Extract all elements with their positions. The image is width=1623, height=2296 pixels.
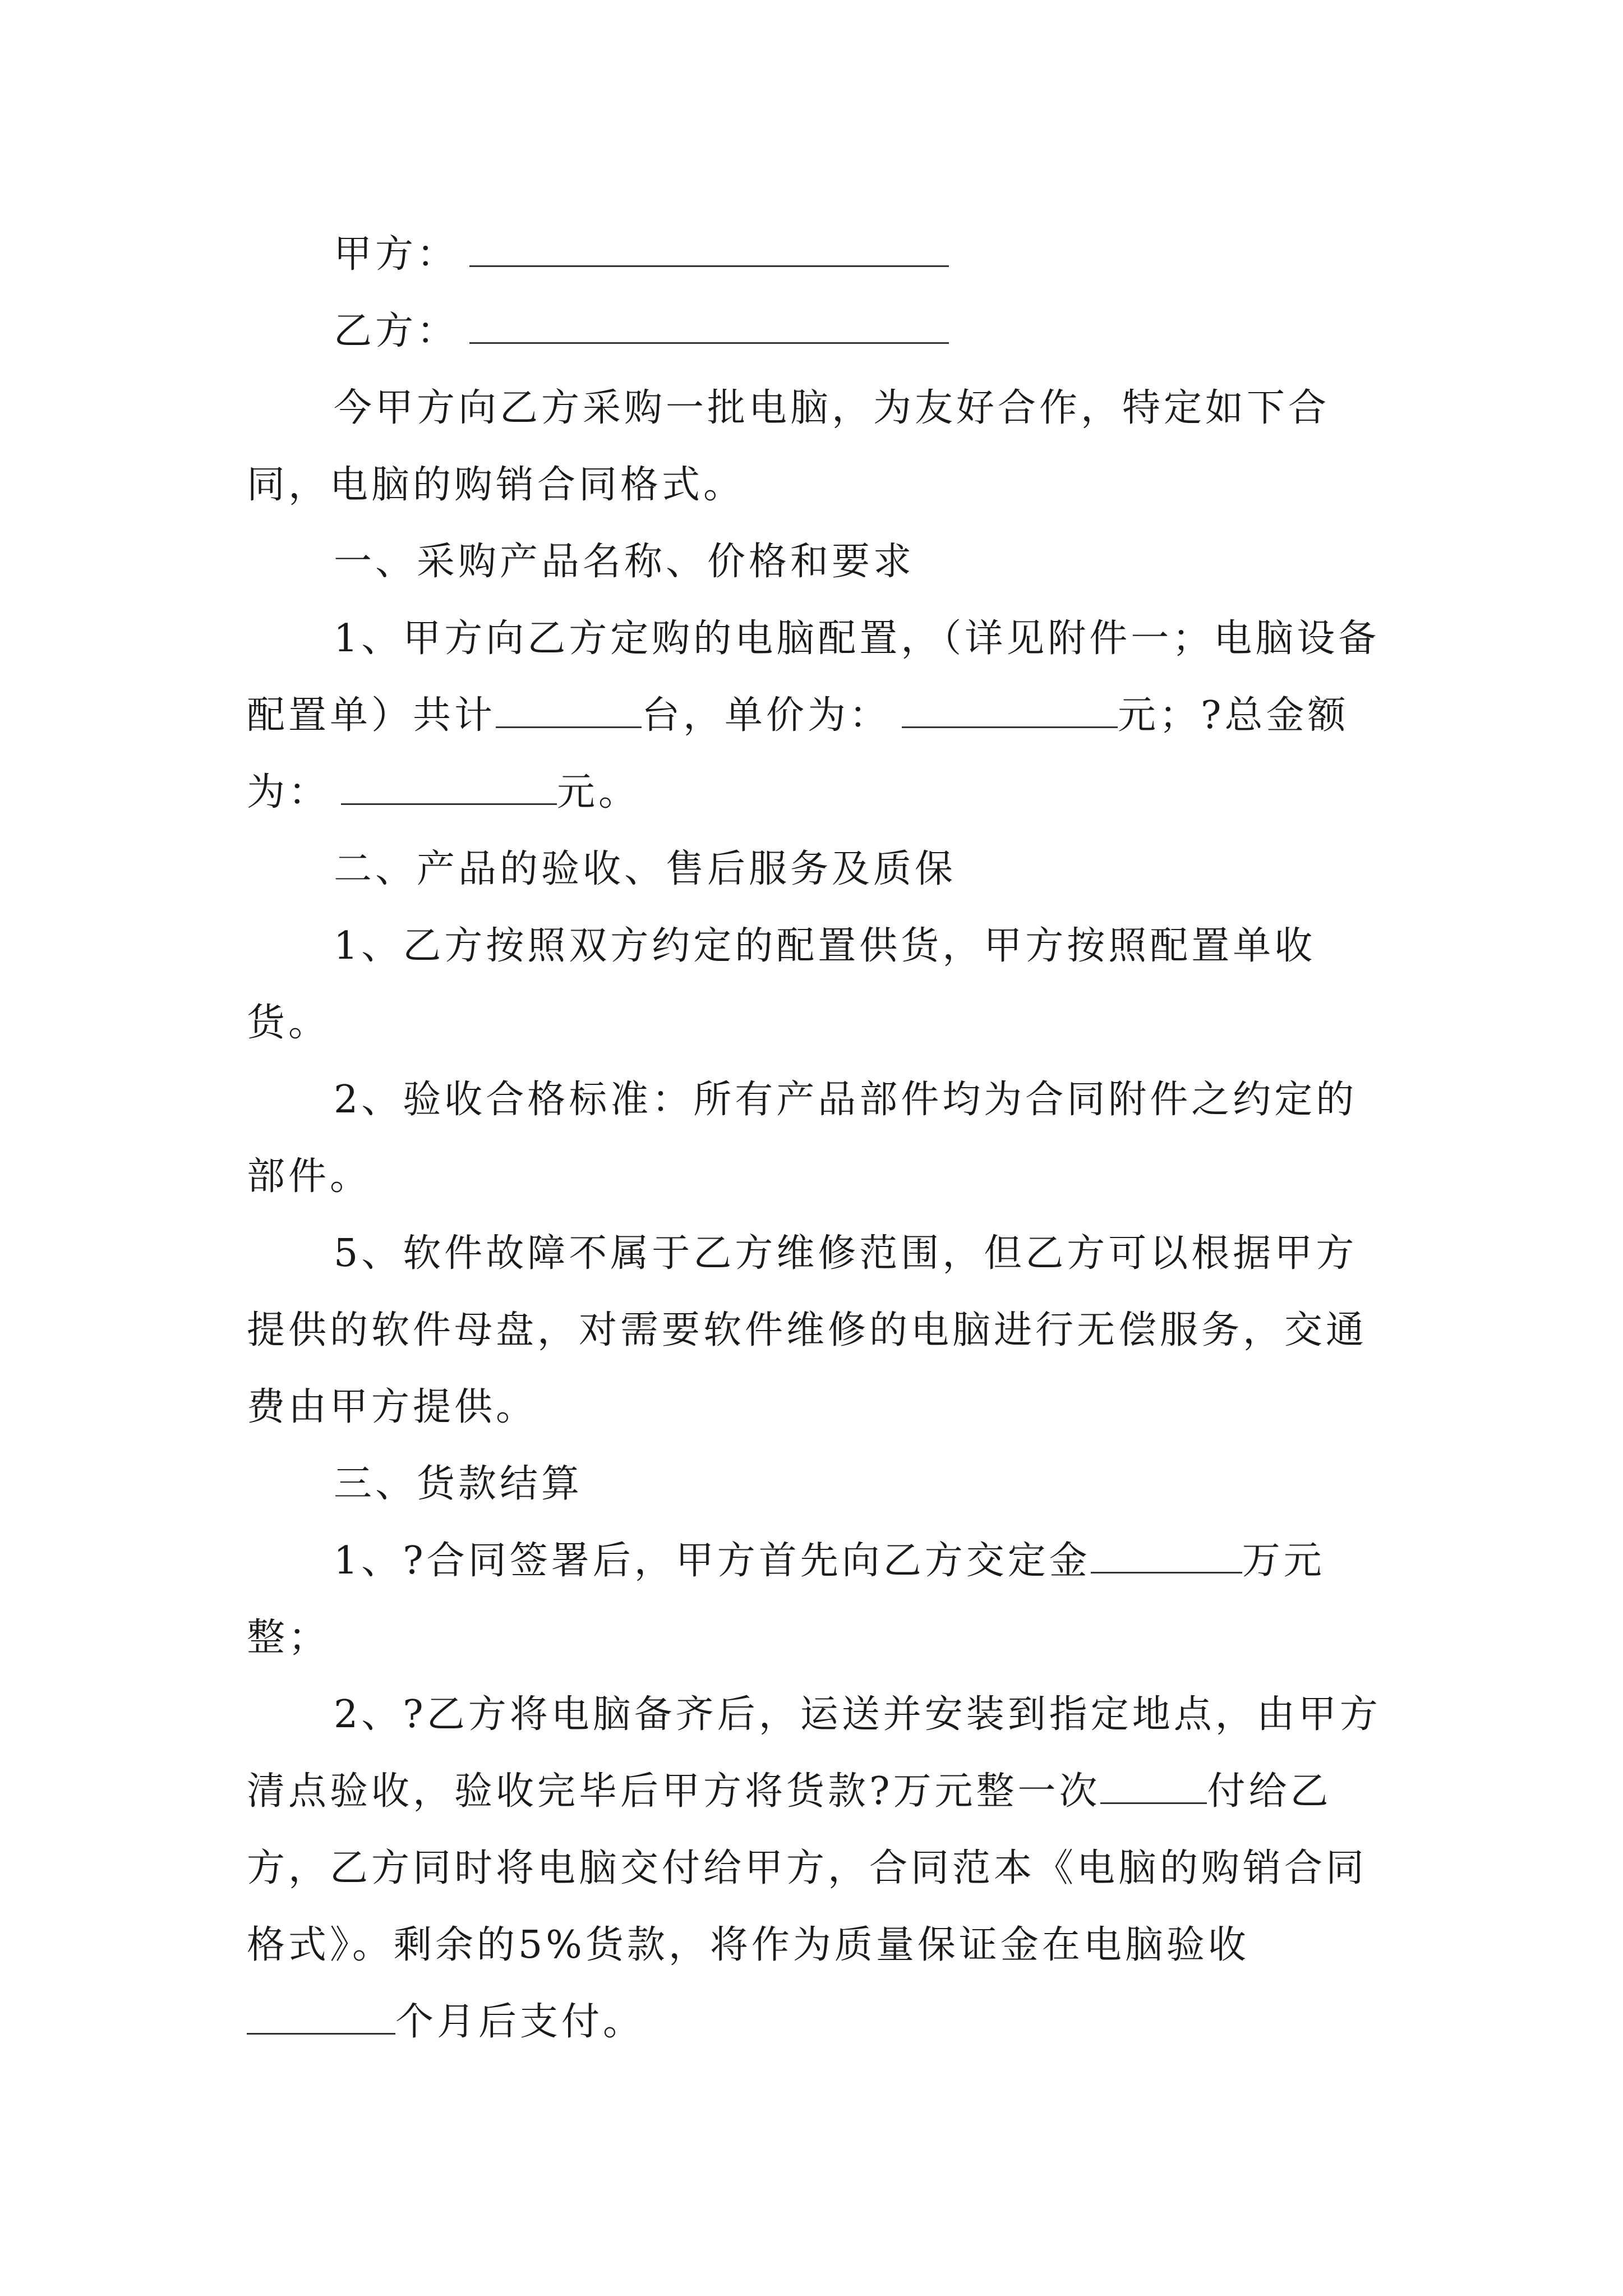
section-2-item-1: 1、乙方按照双方约定的配置供货，甲方按照配置单收货。 [247, 924, 1316, 1045]
s3-item1-text-b: 万元整； [247, 1539, 1325, 1660]
s3-item2-text-c: 个月后支付。 [395, 2000, 645, 2044]
total-amount-blank [341, 769, 557, 805]
party-a-label: 甲方： [334, 232, 459, 277]
unit-price-blank [902, 692, 1118, 728]
section-1-item-1 [247, 600, 1391, 831]
s1-item1-text-b: 台，单价为： [642, 693, 891, 738]
s3-item2-text-a: 2、?乙方将电脑备齐后，运送并安装到指定地点，由甲方清点验收，验收完毕后甲方将货款?万元整一次 [247, 1692, 1381, 1814]
quantity-blank [496, 692, 642, 728]
party-a-line [247, 216, 1391, 293]
s1-item1-text-c: 元；?总金额为： [247, 693, 1349, 815]
section-1-heading: 一、采购产品名称、价格和要求 [334, 540, 915, 584]
section-2-heading: 二、产品的验收、售后服务及质保 [334, 847, 957, 891]
party-b-blank [469, 307, 949, 344]
section-3-item-2 [247, 1676, 1391, 2060]
section-3-heading: 三、货款结算 [334, 1462, 583, 1506]
payment-blank [1100, 1768, 1207, 1804]
party-b-label: 乙方： [334, 309, 459, 353]
section-2-item-5: 5、软件故障不属于乙方维修范围，但乙方可以根据甲方提供的软件母盘，对需要软件维修的电脑进行无偿服务，交通费由甲方提供。 [247, 1231, 1368, 1429]
intro-paragraph: 今甲方向乙方采购一批电脑，为友好合作，特定如下合同，电脑的购销合同格式。 [247, 386, 1330, 507]
s1-item1-text-d: 元。 [557, 770, 640, 815]
s1-item1-text-a: 1、甲方向乙方定购的电脑配置，（详见附件一；电脑设备配置单）共计 [247, 616, 1380, 738]
party-a-blank [469, 231, 949, 267]
s3-item1-text-a: 1、?合同签署后，甲方首先向乙方交定金 [334, 1539, 1091, 1583]
months-blank [247, 1998, 395, 2035]
s3-item2-text-b: 付给乙方，乙方同时将电脑交付给甲方，合同范本《电脑的购销合同格式》。剩余的5%货款，将作为质量保证金在电脑验收 [247, 1769, 1368, 1967]
section-3-item-1 [247, 1522, 1391, 1676]
contract-body [247, 216, 1391, 2060]
party-b-line [247, 293, 1391, 370]
section-2-item-2: 2、验收合格标准：所有产品部件均为合同附件之约定的部件。 [247, 1078, 1358, 1199]
deposit-blank [1091, 1537, 1242, 1573]
